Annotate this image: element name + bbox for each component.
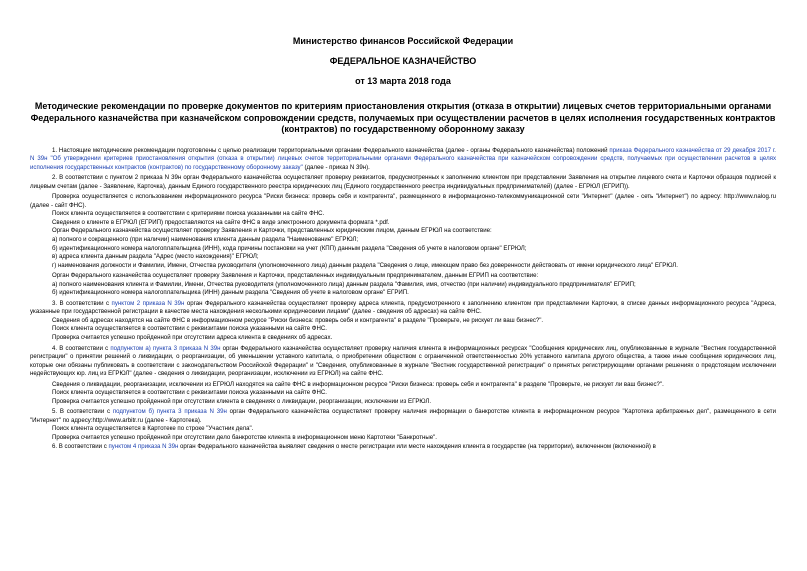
paragraph-22: 5. В соответствии с подпунктом б) пункта 3 приказа N 39н орган Федерального казначейства осуществляет проверку наличия информации о банкротстве клиента в информационном ресурсе "Картотека арбитражных дел", размещенного в сети "Интернет" по адресу:http://www.arbitr.ru (далее - Картотека). [30, 408, 776, 424]
paragraph-1: 1. Настоящие методические рекомендации подготовлены с целью реализации территориальными органами Федерального казначейства (далее - органы Федерального казначейства) положений приказа Федерального казначейства от 29 декабря 2017 г. N 39н "Об утверждении критериев приостановления открытия (отказа в открытии) лицевых счетов территориальными органами Федерального казначейства при казначейском сопровождении средств, получаемых при осуществлении расчетов в целях исполнения государственных контрактов (контрактов) по государственному оборонному заказу" (далее - приказ N 39н). [30, 146, 776, 171]
paragraph-9: в) адреса клиента данным раздела "Адрес (место нахождения)" ЕГРЮЛ; [52, 253, 259, 261]
paragraph-17: Проверка считается успешно пройденной при отсутствии адреса клиента в сведениях об адресах. [52, 333, 333, 341]
ministry-heading: Министерство финансов Российской Федерации [292, 36, 514, 46]
paragraph-4: Поиск клиента осуществляется в соответствии с критериями поиска указанными на сайте ФНС. [52, 210, 325, 218]
point-2-link[interactable]: пунктом 2 приказа N 39н [111, 299, 185, 307]
paragraph-19: Сведения о ликвидации, реорганизации, исключении из ЕГРЮЛ находятся на сайте ФНС в информационном ресурсе "Риски бизнеса: проверь себя и контрагента" в разделе "Проверьте, не рискует ли ваш бизнес?". [52, 380, 664, 388]
document-page [30, 30, 776, 451]
paragraph-2: 2. В соответствии с пунктом 2 приказа N 39н орган Федерального казначейства осуществляет проверку реквизитов, предусмотренных к заполнению клиентом при представлении Заявления на открытие лицевого счета и Карточки образцов подписей к лицевым счетам (далее - Заявление, Карточка), данным Единого государственного реестра юридических лиц (Единого государственного реестра индивидуальных предпринимателей) (далее - ЕГРЮЛ (ЕГРИП)). [30, 174, 776, 190]
paragraph-24: Проверка считается успешно пройденной при отсутствии дело банкротстве клиента в информационном меню Картотеки "Банкротные". [52, 434, 437, 441]
paragraph-6: Орган Федерального казначейства осуществляет проверку Заявления и Карточки, представленных юридическим лицом, данным ЕГРЮЛ на соответствие: [52, 227, 492, 235]
paragraph-20: Поиск клиента осуществляется в соответствии с реквизитами поиска указанными на сайте ФНС. [52, 389, 327, 397]
point-4-link[interactable]: пунктом 4 приказа N 39н [108, 442, 179, 450]
agency-heading: ФЕДЕРАЛЬНОЕ КАЗНАЧЕЙСТВО [329, 56, 477, 66]
paragraph-18: 4. В соответствии с подпунктом а) пункта 3 приказа N 39н орган Федерального казначейства осуществляет проверку наличия клиента в информационных ресурсах "Сообщения юридических лиц, опубликованные в журнале "Вестник государственной регистрации" о принятии решений о ликвидации, о реорганизации, об уменьшении уставного капитала, о приобретении обществом с ограниченной ответственностью 20% уставного капитала другого общества, а также иные сообщения юридических лиц, которые они обязаны публиковать в соответствии с законодательством Российской Федерации" и "Сведения, опубликованные в журнале "Вестник государственной регистрации" о принятых регистрирующими органами решениях о предстоящем исключении недействующих юр. лиц из ЕГРЮЛ" (далее - сведения о ликвидации, реорганизации, исключении из ЕГРЮЛ) на сайте ФНС. [30, 344, 776, 378]
paragraph-16: Поиск клиента осуществляется в соответствии с реквизитами поиска указанными на сайте ФНС. [52, 325, 327, 333]
paragraph-15: Сведения об адресах находятся на сайте ФНС в информационном ресурсе "Риски бизнеса: проверь себя и контрагента" в разделе "Проверьте, не рискует ли ваш бизнес?". [52, 316, 544, 324]
paragraph-21: Проверка считается успешно пройденной при отсутствии клиента в сведениях о ликвидации, реорганизации, исключении из ЕГРЮЛ. [52, 397, 432, 405]
paragraph-10: г) наименования должности и Фамилии, Имени, Отчества руководителя (уполномоченного лица) данным раздела "Сведения о лице, имеющем право без доверенности действовать от имени юридического лица" ЕГРЮЛ. [52, 261, 678, 269]
subpoint-3a-link[interactable]: подпунктом а) пункта 3 приказа N 39н [110, 344, 221, 352]
subpoint-3b-link[interactable]: подпунктом б) пункта 3 приказа N 39н [112, 408, 227, 416]
paragraph-25: 6. В соответствии с пунктом 4 приказа N 39н орган Федерального казначейства выявляет сведения о месте регистрации или месте нахождения клиента в государстве (на территории), включенном (включенной) в [52, 442, 656, 450]
paragraph-13: б) идентификационного номера налогоплательщика (ИНН) данным раздела "Сведения об учете в налоговом органе" ЕГРИП. [52, 289, 409, 297]
paragraph-5: Сведения о клиенте в ЕГРЮЛ (ЕГРИП) предоставляются на сайте ФНС в виде электронного документа формата *.pdf. [52, 218, 390, 226]
paragraph-8: б) идентификационного номера налогоплательщика (ИНН), кода причины постановки на учет (КПП) данным раздела "Сведения об учете в налоговом органе" ЕГРЮЛ; [52, 244, 527, 252]
order-39n-link[interactable]: приказа Федерального казначейства от 29 декабря 2017 г. N 39н "Об утверждении критериев приостановления открытия (отказа в открытии) лицевых счетов территориальными органами Федерального казначейства при казначейском сопровождении средств, получаемых при осуществлении расчетов в целях исполнения государственных контрактов (контрактов) по государственному оборонному заказу" [30, 146, 776, 171]
document-date: от 13 марта 2018 года [355, 76, 451, 86]
document-title: Методические рекомендации по проверке документов по критериям приостановления открытия (отказа в открытии) лицевых счетов территориальными органами Федерального казначейства при казначейском сопровождении средств, получаемых при осуществлении расчетов в целях исполнения государственных контрактов (контрактов) по государственному оборонному заказу [30, 101, 776, 134]
document-body [30, 147, 776, 452]
paragraph-23: Поиск клиента осуществляется в Картотеке по строке "Участник дела". [52, 425, 254, 433]
paragraph-11: Орган Федерального казначейства осуществляет проверку Заявления и Карточки, представленных индивидуальным предпринимателем, данным ЕГРИП на соответствие: [52, 272, 539, 280]
paragraph-3: Проверка осуществляется с использованием информационного ресурса "Риски бизнеса: проверь себя и контрагента", размещенного в информационно-телекоммуникационной сети "Интернет" (далее - сеть "Интернет") по адресу: http://www.nalog.ru (далее - сайт ФНС). [30, 193, 776, 209]
paragraph-7: а) полного и сокращенного (при наличии) наименования клиента данным раздела "Наименование" ЕГРЮЛ; [52, 235, 359, 243]
paragraph-12: а) полного наименования клиента и Фамилии, Имени, Отчества руководителя (уполномоченного лица) данным раздела "Фамилия, имя, отчество (при наличии) индивидуального предпринимателя" ЕГРИП; [52, 280, 636, 288]
paragraph-14: 3. В соответствии с пунктом 2 приказа N 39н орган Федерального казначейства осуществляет проверку адреса клиента, предусмотренного к заполнению клиентом при представлении Карточки, в списке данных информационного ресурса "Адреса, указанные при государственной регистрации в качестве места нахождения несколькими юридическими лицами" (далее - сведения об адресах) на сайте ФНС. [30, 299, 776, 316]
